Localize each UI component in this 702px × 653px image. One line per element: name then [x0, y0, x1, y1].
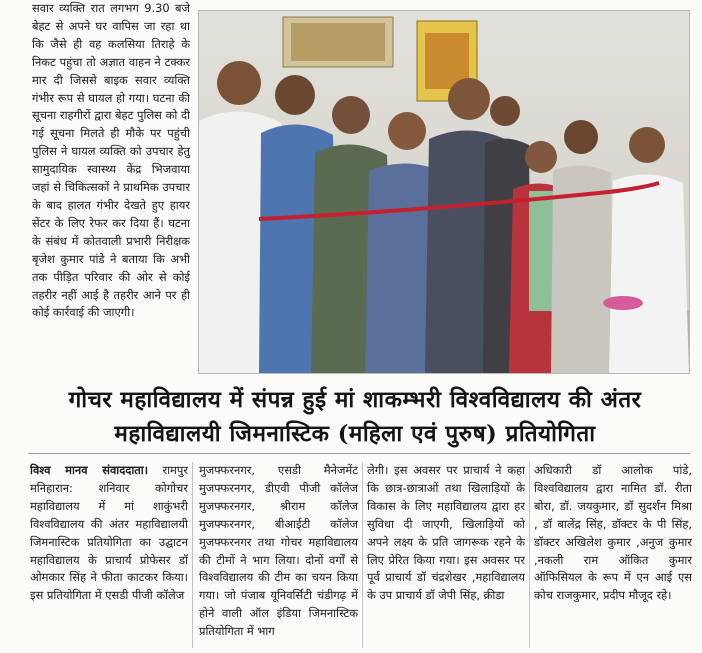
- article-headline: गोचर महाविद्यालय में संपन्न हुई मां शाकम्भरी विश्वविद्यालय की अंतर महाविद्यालयी जिमनास्टिक (महिला एवं पुरुष) प्रतियोगिता: [68, 387, 642, 447]
- article-column-3: [367, 462, 525, 605]
- ribbon-cutting-photo: [198, 10, 690, 374]
- article-text-2: मुजफ्फरनगर, एसडी मैनेजमेंट मुजफ्फरनगर, डीएवी पीजी कॉलेज मुजफ्फरनगर, श्रीराम कॉलेज मुजफ्फरनगर, बीआईटी कॉलेज मुजफ्फरनगर तथा गोचर महाविद्यालय की टीमों ने भाग लिया। दोनों वर्गों से विश्वविद्यालय की टीम का चयन किया गया। जो पंजाब यूनिवर्सिटी चंडीगढ़ में होने वाली ऑल इंडिया जिमनास्टिक प्रतियोगिता में भाग: [199, 463, 358, 639]
- previous-story-column: [32, 0, 190, 322]
- previous-story-text: सवार व्यक्ति रात लगभग 9.30 बजे बेहट से अपने घर वापिस जा रहा था कि जैसे ही वह कलसिया तिराहे के निकट पहुंचा तो अज्ञात वाहन ने टक्कर मार दी जिससे बाइक सवार व्यक्ति गंभीर रूप से घायल हो गया। घटना की सूचना राहगीरों द्वारा बेहट पुलिस को दी गई सूचना मिलते ही मौके पर पहुंची पुलिस ने घायल व्यक्ति को उपचार हेतु सामुदायिक स्वास्थ्य केंद्र भिजवाया जहां से चिकित्सकों ने प्राथमिक उपचार के बाद हालत गंभीर देखते हुए हायर सेंटर के लिए रेफर कर दिया हैं। घटना के संबंध में कोतवाली प्रभारी निरीक्षक बृजेश कुमार पांडे ने बताया कि अभी तक पीड़ित परिवार की ओर से कोई तहरीर नहीं आई है तहरीर आने पर ही कोई कार्रवाई की जाएगी।: [32, 1, 190, 320]
- headline-rule: [28, 453, 690, 454]
- article-text-1: रामपुर मनिहारान: शनिवार कोगोचर महाविद्यालय में मां शाकुंभरी विश्वविद्यालय की अंतर महाविद्यालयी जिमनास्टिक प्रतियोगिता का उद्घाटन महाविद्यालय के प्राचार्य प्रोफेसर डॉ ओमकार सिंह ने फीता काटकर किया।इस प्रतियोगिता में एसडी पीजी कॉलेज: [30, 463, 188, 603]
- byline: विश्व मानव संवाददाता।: [30, 463, 149, 477]
- article-column-1: [30, 462, 188, 605]
- article-column-4: [534, 462, 692, 605]
- column-divider: [362, 462, 363, 648]
- article-text-3: लेगी। इस अवसर पर प्राचार्य ने कहा कि छात्र-छात्राओं तथा खिलाड़ियों के विकास के लिए महाविद्यालय द्वारा हर सुविधा दी जाएगी, खिलाड़ियों को अपने लक्ष्य के प्रति जागरूक रहने के लिए प्रेरित किया गया। इस अवसर पर पूर्व प्राचार्य डॉ चंद्रशेखर ,महाविद्यालय के उप प्राचार्य डॉ जेपी सिंह, क्रीडा: [367, 463, 525, 603]
- article-column-2: [199, 462, 358, 641]
- column-divider: [529, 462, 530, 648]
- article-text-4: अधिकारी डॉ आलोक पांडे, विश्वविद्यालय द्वारा नामित डॉ. रीता बोरा, डॉ. जयकुमार, डॉ सुदर्शन मिश्रा , डॉ बालेंद्र सिंह, डॉक्टर के पी सिंह, डॉक्टर अखिलेश कुमार ,अनुज कुमार ,नकली राम ऑकित कुमार ऑफिसियल के रूप में एन आई एस कोच राजकुमार, प्रदीप मौजूद रहे।: [534, 463, 692, 603]
- column-divider: [192, 462, 193, 648]
